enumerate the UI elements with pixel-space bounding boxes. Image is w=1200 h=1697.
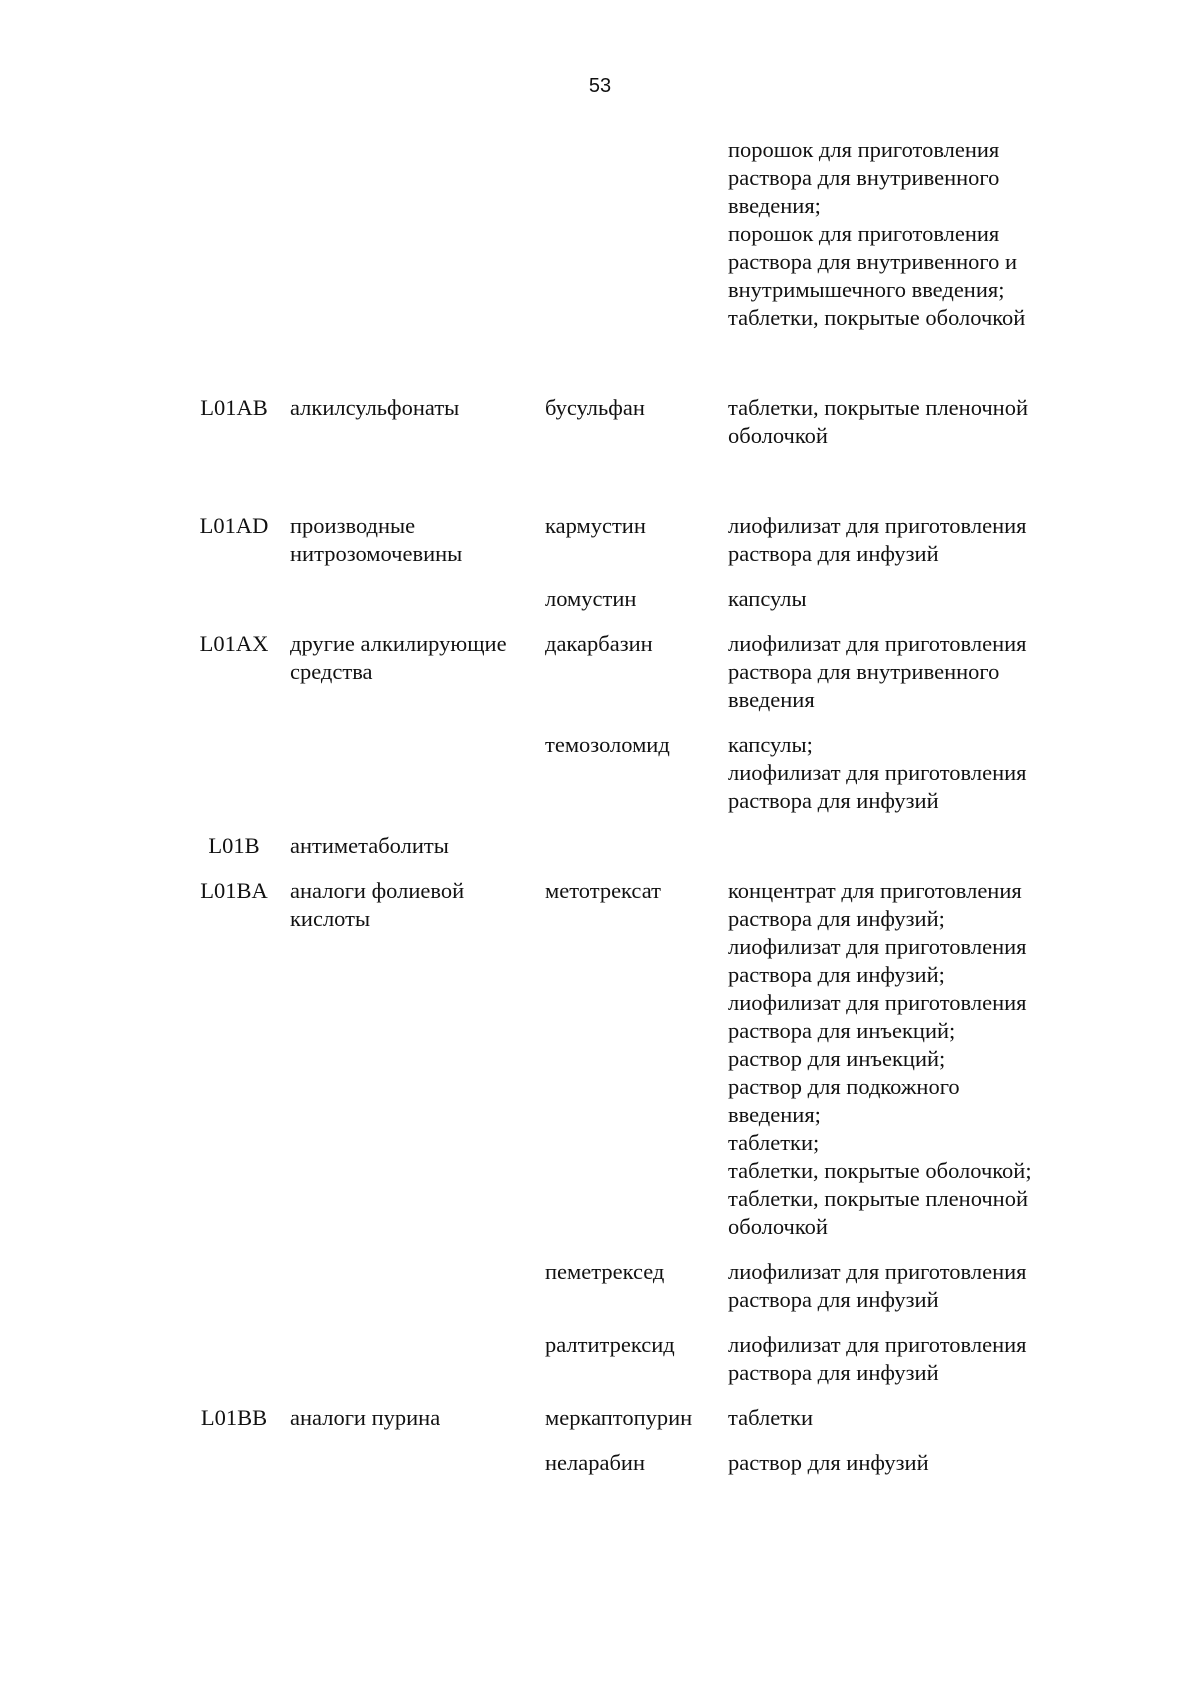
dosage-form-line: таблетки, покрытые оболочкой;: [728, 1158, 1032, 1183]
dosage-form-line: лиофилизат для приготовления: [728, 1259, 1027, 1284]
table-row: [186, 585, 1086, 613]
dosage-form-line: таблетки: [728, 1405, 814, 1430]
dosage-forms: [728, 585, 1086, 613]
table-row: [186, 877, 1086, 1241]
page-number: 53: [588, 75, 612, 97]
group-line: средства: [290, 659, 373, 684]
table-row: [186, 394, 1086, 450]
pharmacological-group: [282, 630, 545, 686]
dosage-form-line: порошок для приготовления: [728, 137, 1000, 162]
dosage-form-line: лиофилизат для приготовления: [728, 513, 1027, 538]
table-row: [186, 630, 1086, 714]
dosage-form-line: лиофилизат для приготовления: [728, 1332, 1027, 1357]
dosage-form-line: капсулы: [728, 586, 807, 611]
drug-name: меркаптопурин: [545, 1405, 693, 1430]
dosage-forms: [728, 1449, 1086, 1477]
dosage-form-line: раствора для инфузий;: [728, 962, 945, 987]
table-row: [186, 136, 1086, 332]
drug-table: [186, 136, 1086, 1477]
dosage-form-line: введения: [728, 687, 815, 712]
drug-name: пеметрексед: [545, 1259, 665, 1284]
group-line: другие алкилирующие: [290, 631, 507, 656]
atc-code: L01AB: [200, 395, 268, 420]
dosage-form-line: таблетки;: [728, 1130, 820, 1155]
dosage-form-line: введения;: [728, 193, 821, 218]
dosage-form-line: таблетки, покрытые пленочной: [728, 395, 1029, 420]
drug-name: кармустин: [545, 513, 646, 538]
atc-code: L01AX: [199, 631, 269, 656]
dosage-form-line: раствор для инъекций;: [728, 1046, 946, 1071]
dosage-forms: [728, 630, 1086, 714]
dosage-forms: [728, 394, 1086, 450]
dosage-form-line: лиофилизат для приготовления: [728, 990, 1027, 1015]
drug-name: метотрексат: [545, 878, 661, 903]
dosage-form-line: концентрат для приготовления: [728, 878, 1022, 903]
dosage-form-line: раствора для инфузий: [728, 1360, 939, 1385]
dosage-form-line: раствора для внутривенного: [728, 165, 1000, 190]
dosage-form-line: капсулы;: [728, 732, 813, 757]
drug-name: темозоломид: [545, 732, 670, 757]
dosage-form-line: раствора для внутривенного и: [728, 249, 1017, 274]
dosage-forms: [728, 1331, 1086, 1387]
pharmacological-group: [282, 394, 545, 422]
dosage-form-line: раствор для подкожного: [728, 1074, 960, 1099]
pharmacological-group: [282, 877, 545, 933]
atc-code: L01AD: [199, 513, 269, 538]
dosage-form-line: раствора для внутривенного: [728, 659, 1000, 684]
dosage-form-line: введения;: [728, 1102, 821, 1127]
dosage-form-line: раствора для инъекций;: [728, 1018, 956, 1043]
table-row: [186, 832, 1086, 860]
pharmacological-group: [282, 1404, 545, 1432]
table-row: [186, 1258, 1086, 1314]
dosage-form-line: раствора для инфузий: [728, 541, 939, 566]
drug-name: ралтитрексид: [545, 1332, 675, 1357]
dosage-forms: [728, 1404, 1086, 1432]
dosage-forms: [728, 512, 1086, 568]
group-line: аналоги фолиевой: [290, 878, 465, 903]
atc-code: L01BA: [200, 878, 268, 903]
drug-name: дакарбазин: [545, 631, 653, 656]
table-row: [186, 512, 1086, 568]
drug-name: бусульфан: [545, 395, 645, 420]
table-row: [186, 1404, 1086, 1432]
dosage-forms: [728, 731, 1086, 815]
group-line: кислоты: [290, 906, 371, 931]
drug-name: неларабин: [545, 1450, 646, 1475]
group-line: нитрозомочевины: [290, 541, 463, 566]
dosage-form-line: лиофилизат для приготовления: [728, 934, 1027, 959]
table-row: [186, 731, 1086, 815]
dosage-forms: [728, 136, 1086, 332]
dosage-form-line: порошок для приготовления: [728, 221, 1000, 246]
atc-code: L01BB: [200, 1405, 268, 1430]
dosage-form-line: оболочкой: [728, 423, 828, 448]
drug-name: ломустин: [545, 586, 637, 611]
dosage-form-line: раствора для инфузий: [728, 1287, 939, 1312]
group-line: алкилсульфонаты: [290, 395, 460, 420]
table-row: [186, 1331, 1086, 1387]
dosage-form-line: таблетки, покрытые пленочной: [728, 1186, 1029, 1211]
table-row: [186, 1449, 1086, 1477]
dosage-form-line: раствор для инфузий: [728, 1450, 929, 1475]
atc-code: L01B: [208, 833, 260, 858]
dosage-form-line: раствора для инфузий;: [728, 906, 945, 931]
dosage-forms: [728, 1258, 1086, 1314]
group-line: производные: [290, 513, 416, 538]
dosage-form-line: раствора для инфузий: [728, 788, 939, 813]
pharmacological-group: [282, 512, 545, 568]
group-line: аналоги пурина: [290, 1405, 441, 1430]
dosage-form-line: внутримышечного введения;: [728, 277, 1005, 302]
dosage-form-line: лиофилизат для приготовления: [728, 760, 1027, 785]
pharmacological-group: [282, 832, 545, 860]
dosage-form-line: оболочкой: [728, 1214, 828, 1239]
group-line: антиметаболиты: [290, 833, 449, 858]
dosage-form-line: таблетки, покрытые оболочкой: [728, 305, 1026, 330]
dosage-forms: [728, 877, 1086, 1241]
dosage-form-line: лиофилизат для приготовления: [728, 631, 1027, 656]
